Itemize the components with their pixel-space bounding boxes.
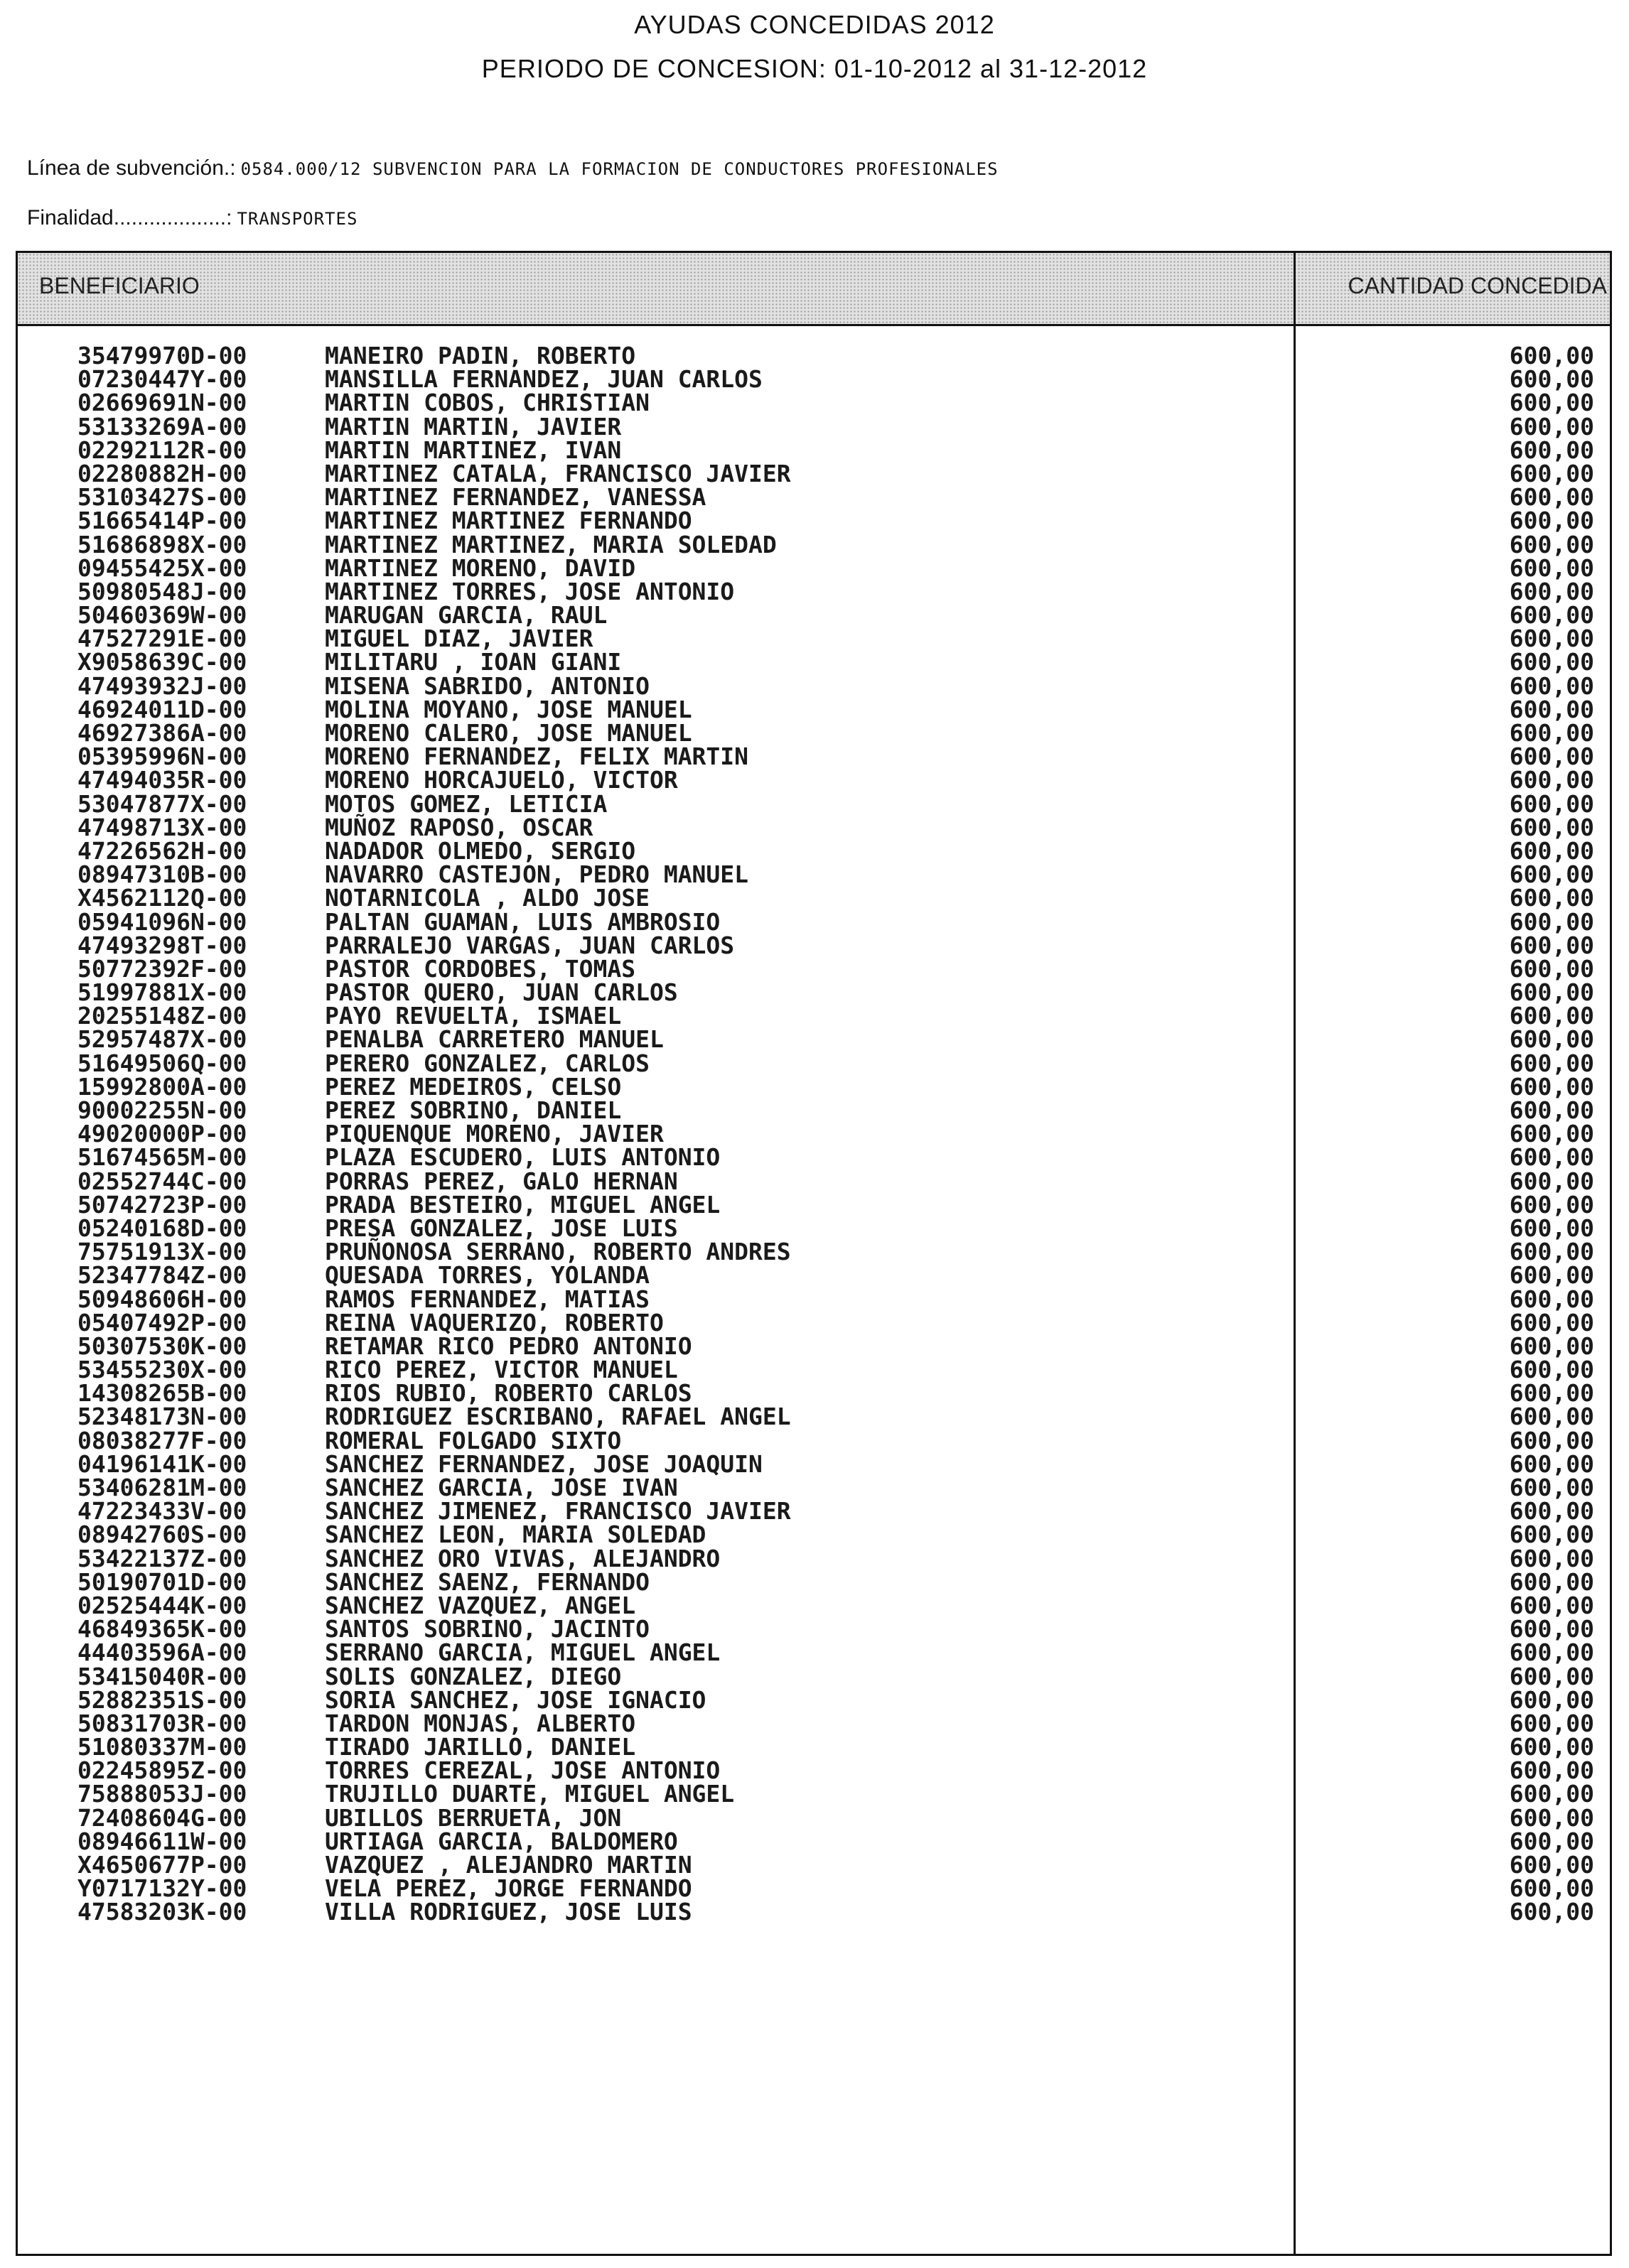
granted-amount: 600,00: [1509, 836, 1594, 865]
beneficiary-name: MARTINEZ TORRES, JOSE ANTONIO: [325, 577, 735, 605]
beneficiary-name: VILLA RODRIGUEZ, JOSE LUIS: [325, 1898, 692, 1926]
beneficiary-id: 14308265B-00: [77, 1379, 247, 1408]
table-row: [18, 907, 1610, 936]
beneficiary-id: 08942760S-00: [77, 1521, 247, 1549]
table-row: [18, 931, 1610, 959]
granted-amount: 600,00: [1509, 507, 1594, 535]
granted-amount: 600,00: [1509, 813, 1594, 841]
beneficiary-name: PARRALEJO VARGAS, JUAN CARLOS: [325, 931, 735, 959]
table-row: [18, 1308, 1610, 1336]
beneficiary-id: 49020000P-00: [77, 1120, 247, 1148]
granted-amount: 600,00: [1509, 978, 1594, 1007]
table-row: [18, 650, 1610, 674]
table-row: [18, 1662, 1610, 1690]
granted-amount: 600,00: [1509, 530, 1594, 558]
granted-amount: 600,00: [1509, 1615, 1594, 1643]
table-row: [18, 1497, 1610, 1526]
beneficiary-name: SANCHEZ ORO VIVAS, ALEJANDRO: [325, 1544, 721, 1572]
table-row: [18, 1356, 1610, 1384]
beneficiary-id: 50948606H-00: [77, 1285, 247, 1313]
granted-amount: 600,00: [1509, 742, 1594, 771]
granted-amount: 600,00: [1509, 1190, 1594, 1219]
granted-amount: 600,00: [1509, 1733, 1594, 1761]
beneficiary-name: SOLIS GONZALEZ, DIEGO: [325, 1662, 622, 1690]
beneficiary-id: 75751913X-00: [77, 1238, 247, 1266]
granted-amount: 600,00: [1509, 1567, 1594, 1596]
table-row: [18, 1449, 1610, 1478]
granted-amount: 600,00: [1509, 907, 1594, 936]
table-row: [18, 1780, 1610, 1808]
table-header: [18, 253, 1610, 326]
beneficiary-name: PEREZ MEDEIROS, CELSO: [325, 1072, 622, 1101]
purpose-label: Finalidad...................:: [27, 206, 232, 230]
table-row: [18, 412, 1610, 441]
beneficiary-name: SANCHEZ FERNANDEZ, JOSE JOAQUIN: [325, 1449, 763, 1478]
beneficiary-id: 09455425X-00: [77, 554, 247, 582]
beneficiary-id: 72408604G-00: [77, 1803, 247, 1832]
beneficiary-name: NOTARNICOLA , ALDO JOSE: [325, 884, 650, 912]
table-row: [18, 577, 1610, 605]
table-row: [18, 1735, 1610, 1759]
table-row: [18, 438, 1610, 462]
beneficiary-id: 05941096N-00: [77, 907, 247, 936]
beneficiary-id: 02280882H-00: [77, 459, 247, 487]
beneficiary-id: Y0717132Y-00: [77, 1874, 247, 1903]
table-row: [18, 1025, 1610, 1054]
beneficiary-name: MARTINEZ CATALA, FRANCISCO JAVIER: [325, 459, 791, 487]
table-row: [18, 1851, 1610, 1879]
beneficiary-name: SANCHEZ LEON, MARIA SOLEDAD: [325, 1521, 706, 1549]
granted-amount: 600,00: [1509, 1002, 1594, 1030]
beneficiary-name: QUESADA TORRES, YOLANDA: [325, 1261, 650, 1290]
beneficiary-id: 50980548J-00: [77, 577, 247, 605]
granted-amount: 600,00: [1509, 789, 1594, 818]
granted-amount: 600,00: [1509, 884, 1594, 912]
beneficiary-name: URTIAGA GARCIA, BALDOMERO: [325, 1827, 678, 1855]
granted-amount: 600,00: [1509, 1072, 1594, 1101]
table-row: [18, 813, 1610, 841]
table-row: [18, 1591, 1610, 1619]
beneficiary-id: 47223433V-00: [77, 1497, 247, 1526]
beneficiary-name: MARTINEZ FERNANDEZ, VANESSA: [325, 483, 706, 512]
granted-amount: 600,00: [1509, 766, 1594, 794]
table-row: [18, 1827, 1610, 1855]
beneficiary-name: VELA PEREZ, JORGE FERNANDO: [325, 1874, 692, 1903]
subsidy-line-value: 0584.000/12 SUBVENCION PARA LA FORMACION DE CONDUCTORES PROFESIONALES: [240, 159, 999, 179]
beneficiary-name: PIQUENQUE MORENO, JAVIER: [325, 1120, 664, 1148]
granted-amount: 600,00: [1509, 389, 1594, 417]
granted-amount: 600,00: [1509, 436, 1594, 464]
beneficiary-id: 53422137Z-00: [77, 1544, 247, 1572]
beneficiary-name: SANCHEZ GARCIA, JOSE IVAN: [325, 1474, 678, 1501]
document-title: AYUDAS CONCEDIDAS 2012: [634, 10, 995, 39]
beneficiary-id: 07230447Y-00: [77, 365, 247, 394]
table-row: [18, 344, 1610, 367]
granted-amount: 600,00: [1509, 412, 1594, 441]
granted-amount: 600,00: [1509, 1025, 1594, 1054]
beneficiary-name: NADADOR OLMEDO, SERGIO: [325, 836, 636, 865]
granted-amount: 600,00: [1509, 954, 1594, 983]
table-row: [18, 1567, 1610, 1596]
beneficiary-name: TRUJILLO DUARTE, MIGUEL ANGEL: [325, 1780, 735, 1808]
table-row: [18, 836, 1610, 865]
beneficiary-id: 51674565M-00: [77, 1143, 247, 1172]
beneficiary-name: NAVARRO CASTEJON, PEDRO MANUEL: [325, 860, 749, 889]
table-row: [18, 1190, 1610, 1219]
beneficiary-id: 02525444K-00: [77, 1591, 247, 1619]
beneficiary-id: 05407492P-00: [77, 1308, 247, 1336]
granted-amount: 600,00: [1509, 625, 1594, 653]
beneficiary-name: MARTINEZ MORENO, DAVID: [325, 554, 636, 582]
beneficiary-name: SANCHEZ JIMENEZ, FRANCISCO JAVIER: [325, 1497, 791, 1526]
beneficiary-name: MIGUEL DIAZ, JAVIER: [325, 625, 593, 653]
granted-amount: 600,00: [1509, 342, 1594, 369]
table-row: [18, 768, 1610, 792]
beneficiary-name: TARDON MONJAS, ALBERTO: [325, 1709, 636, 1737]
beneficiary-id: 46849365K-00: [77, 1615, 247, 1643]
table-row: [18, 530, 1610, 558]
beneficiary-id: 50460369W-00: [77, 601, 247, 630]
granted-amount: 600,00: [1509, 1214, 1594, 1242]
table-row: [18, 1756, 1610, 1785]
beneficiary-name: MUÑOZ RAPOSO, OSCAR: [325, 813, 593, 841]
granted-amount: 600,00: [1509, 1591, 1594, 1619]
beneficiary-name: PASTOR QUERO, JUAN CARLOS: [325, 978, 678, 1007]
beneficiary-name: PERERO GONZALEZ, CARLOS: [325, 1049, 650, 1077]
granted-amount: 600,00: [1509, 1780, 1594, 1808]
beneficiary-id: 08946611W-00: [77, 1827, 247, 1855]
beneficiary-name: TIRADO JARILLO, DANIEL: [325, 1733, 636, 1761]
beneficiary-name: SANTOS SOBRINO, JACINTO: [325, 1615, 650, 1643]
table-row: [18, 625, 1610, 653]
beneficiary-name: SERRANO GARCIA, MIGUEL ANGEL: [325, 1638, 721, 1667]
beneficiary-id: 08947310B-00: [77, 860, 247, 889]
table-row: [18, 1143, 1610, 1172]
granted-amount: 600,00: [1509, 365, 1594, 394]
beneficiary-name: MILITARU , IOAN GIANI: [325, 648, 622, 676]
beneficiary-name: MISENA SABRIDO, ANTONIO: [325, 671, 650, 700]
beneficiary-name: PLAZA ESCUDERO, LUIS ANTONIO: [325, 1143, 721, 1172]
granted-amount: 600,00: [1509, 1474, 1594, 1501]
granted-amount: 600,00: [1509, 577, 1594, 605]
beneficiary-id: 52882351S-00: [77, 1685, 247, 1714]
beneficiary-id: 50742723P-00: [77, 1190, 247, 1219]
table-row: [18, 1709, 1610, 1737]
beneficiary-id: 47498713X-00: [77, 813, 247, 841]
table-row: [18, 1167, 1610, 1195]
beneficiary-id: 53047877X-00: [77, 789, 247, 818]
table-row: [18, 1521, 1610, 1549]
granted-amount: 600,00: [1509, 1049, 1594, 1077]
beneficiary-id: 52348173N-00: [77, 1403, 247, 1431]
beneficiary-id: 02552744C-00: [77, 1167, 247, 1195]
granted-amount: 600,00: [1509, 483, 1594, 512]
beneficiary-name: PRUÑONOSA SERRANO, ROBERTO ANDRES: [325, 1238, 791, 1266]
table-body: [18, 344, 1610, 1924]
beneficiary-id: 04196141K-00: [77, 1449, 247, 1478]
beneficiary-name: MARTIN COBOS, CHRISTIAN: [325, 389, 650, 417]
beneficiary-name: MOLINA MOYANO, JOSE MANUEL: [325, 695, 692, 723]
table-row: [18, 1617, 1610, 1641]
beneficiary-id: 02292112R-00: [77, 436, 247, 464]
granted-amount: 600,00: [1509, 1851, 1594, 1879]
granted-amount: 600,00: [1509, 1544, 1594, 1572]
table-row: [18, 884, 1610, 912]
granted-amount: 600,00: [1509, 860, 1594, 889]
beneficiary-id: 53103427S-00: [77, 483, 247, 512]
subsidy-line: [27, 156, 999, 180]
granted-amount: 600,00: [1509, 1685, 1594, 1714]
beneficiary-id: 47226562H-00: [77, 836, 247, 865]
beneficiary-id: 51665414P-00: [77, 507, 247, 535]
table-row: [18, 459, 1610, 487]
granted-amount: 600,00: [1509, 1356, 1594, 1384]
table-row: [18, 389, 1610, 417]
beneficiary-name: TORRES CEREZAL, JOSE ANTONIO: [325, 1756, 721, 1785]
granted-amount: 600,00: [1509, 648, 1594, 676]
granted-amount: 600,00: [1509, 1332, 1594, 1360]
granted-amount: 600,00: [1509, 1261, 1594, 1290]
table-row: [18, 1476, 1610, 1499]
granted-amount: 600,00: [1509, 1403, 1594, 1431]
table-row: [18, 789, 1610, 818]
column-header-amount: CANTIDAD CONCEDIDA: [1348, 273, 1607, 298]
granted-amount: 600,00: [1509, 554, 1594, 582]
beneficiary-id: 51080337M-00: [77, 1733, 247, 1761]
granted-amount: 600,00: [1509, 1285, 1594, 1313]
table-row: [18, 1334, 1610, 1358]
purpose-value: TRANSPORTES: [237, 209, 358, 229]
table-row: [18, 365, 1610, 394]
beneficiary-id: 15992800A-00: [77, 1072, 247, 1101]
beneficiary-id: 53455230X-00: [77, 1356, 247, 1384]
table-row: [18, 1098, 1610, 1122]
beneficiary-name: MORENO HORCAJUELO, VICTOR: [325, 766, 678, 794]
table-row: [18, 483, 1610, 512]
beneficiary-id: 50772392F-00: [77, 954, 247, 983]
table-row: [18, 1874, 1610, 1903]
beneficiary-name: RICO PEREZ, VICTOR MANUEL: [325, 1356, 678, 1384]
table-row: [18, 1638, 1610, 1667]
table-row: [18, 695, 1610, 723]
beneficiary-name: PORRAS PEREZ, GALO HERNAN: [325, 1167, 678, 1195]
beneficiary-id: 50307530K-00: [77, 1332, 247, 1360]
granted-amount: 600,00: [1509, 1898, 1594, 1926]
granted-amount: 600,00: [1509, 1449, 1594, 1478]
table-row: [18, 1216, 1610, 1240]
table-row: [18, 978, 1610, 1007]
granted-amount: 600,00: [1509, 719, 1594, 747]
beneficiary-id: 51649506Q-00: [77, 1049, 247, 1077]
table-row: [18, 954, 1610, 983]
beneficiary-id: 53415040R-00: [77, 1662, 247, 1690]
beneficiary-id: 08038277F-00: [77, 1426, 247, 1454]
table-row: [18, 671, 1610, 700]
beneficiary-id: 47583203K-00: [77, 1898, 247, 1926]
table-row: [18, 1002, 1610, 1030]
beneficiary-id: 47493932J-00: [77, 671, 247, 700]
beneficiary-name: RAMOS FERNANDEZ, MATIAS: [325, 1285, 650, 1313]
beneficiary-id: 05395996N-00: [77, 742, 247, 771]
beneficiary-name: MARTIN MARTIN, JAVIER: [325, 412, 622, 441]
beneficiary-name: SANCHEZ VAZQUEZ, ANGEL: [325, 1591, 636, 1619]
beneficiary-name: SORIA SANCHEZ, JOSE IGNACIO: [325, 1685, 706, 1714]
beneficiary-id: 90002255N-00: [77, 1096, 247, 1124]
table-row: [18, 721, 1610, 745]
table-row: [18, 1403, 1610, 1431]
column-header-beneficiary: BENEFICIARIO: [39, 273, 200, 298]
beneficiary-name: RETAMAR RICO PEDRO ANTONIO: [325, 1332, 692, 1360]
granted-amount: 600,00: [1509, 1120, 1594, 1148]
table-row: [18, 1379, 1610, 1408]
beneficiary-name: RIOS RUBIO, ROBERTO CARLOS: [325, 1379, 692, 1408]
granted-amount: 600,00: [1509, 1874, 1594, 1903]
granted-amount: 600,00: [1509, 1497, 1594, 1526]
beneficiary-name: PRADA BESTEIRO, MIGUEL ANGEL: [325, 1190, 721, 1219]
table-row: [18, 1072, 1610, 1101]
beneficiary-name: MOTOS GOMEZ, LETICIA: [325, 789, 608, 818]
beneficiary-id: 20255148Z-00: [77, 1002, 247, 1030]
beneficiary-name: MARTINEZ MARTINEZ, MARIA SOLEDAD: [325, 530, 777, 558]
beneficiary-name: VAZQUEZ , ALEJANDRO MARTIN: [325, 1851, 692, 1879]
granted-amount: 600,00: [1509, 1143, 1594, 1172]
beneficiary-id: 35479970D-00: [77, 342, 247, 369]
beneficiary-name: MORENO CALERO, JOSE MANUEL: [325, 719, 692, 747]
table-row: [18, 742, 1610, 771]
beneficiary-name: PENALBA CARRETERO MANUEL: [325, 1025, 664, 1054]
beneficiary-id: 51686898X-00: [77, 530, 247, 558]
beneficiary-id: 46927386A-00: [77, 719, 247, 747]
beneficiary-id: 46924011D-00: [77, 695, 247, 723]
table-row: [18, 1120, 1610, 1148]
concession-period: PERIODO DE CONCESION: 01-10-2012 al 31-12-2012: [481, 54, 1148, 83]
beneficiary-name: REINA VAQUERIZO, ROBERTO: [325, 1308, 664, 1336]
granted-amount: 600,00: [1509, 931, 1594, 959]
table-row: [18, 860, 1610, 889]
granted-amount: 600,00: [1509, 1803, 1594, 1832]
table-row: [18, 1898, 1610, 1926]
granted-amount: 600,00: [1509, 601, 1594, 630]
beneficiary-id: 47494035R-00: [77, 766, 247, 794]
granted-amount: 600,00: [1509, 1167, 1594, 1195]
granted-amount: 600,00: [1509, 671, 1594, 700]
beneficiary-id: X4562112Q-00: [77, 884, 247, 912]
beneficiary-id: 53133269A-00: [77, 412, 247, 441]
beneficiary-name: PAYO REVUELTA, ISMAEL: [325, 1002, 622, 1030]
granted-amount: 600,00: [1509, 1308, 1594, 1336]
beneficiary-id: 02669691N-00: [77, 389, 247, 417]
granted-amount: 600,00: [1509, 1638, 1594, 1667]
beneficiary-id: 52957487X-00: [77, 1025, 247, 1054]
granted-amount: 600,00: [1509, 1756, 1594, 1785]
granted-amount: 600,00: [1509, 1096, 1594, 1124]
table-row: [18, 1049, 1610, 1077]
beneficiary-name: MARTIN MARTINEZ, IVAN: [325, 436, 622, 464]
granted-amount: 600,00: [1509, 1426, 1594, 1454]
beneficiary-id: 53406281M-00: [77, 1474, 247, 1501]
beneficiary-name: UBILLOS BERRUETA, JON: [325, 1803, 622, 1832]
beneficiary-id: 52347784Z-00: [77, 1261, 247, 1290]
beneficiary-name: PASTOR CORDOBES, TOMAS: [325, 954, 636, 983]
beneficiary-name: MARUGAN GARCIA, RAUL: [325, 601, 608, 630]
granted-amount: 600,00: [1509, 1521, 1594, 1549]
table-row: [18, 1685, 1610, 1714]
beneficiary-name: PRESA GONZALEZ, JOSE LUIS: [325, 1214, 678, 1242]
granted-amount: 600,00: [1509, 1709, 1594, 1737]
granted-amount: 600,00: [1509, 1662, 1594, 1690]
beneficiary-id: X9058639C-00: [77, 648, 247, 676]
beneficiary-id: 50190701D-00: [77, 1567, 247, 1596]
beneficiary-name: PALTAN GUAMAN, LUIS AMBROSIO: [325, 907, 721, 936]
beneficiary-name: PEREZ SOBRINO, DANIEL: [325, 1096, 622, 1124]
table-row: [18, 1287, 1610, 1311]
granted-amount: 600,00: [1509, 1238, 1594, 1266]
granted-amount: 600,00: [1509, 1379, 1594, 1408]
beneficiary-name: MANEIRO PADIN, ROBERTO: [325, 342, 636, 369]
beneficiary-id: 75888053J-00: [77, 1780, 247, 1808]
table-row: [18, 1426, 1610, 1454]
subsidy-line-label: Línea de subvención.:: [27, 156, 236, 180]
beneficiary-name: MANSILLA FERNANDEZ, JUAN CARLOS: [325, 365, 763, 394]
beneficiary-id: 47527291E-00: [77, 625, 247, 653]
beneficiary-id: 51997881X-00: [77, 978, 247, 1007]
table-row: [18, 1261, 1610, 1290]
table-row: [18, 556, 1610, 580]
beneficiary-name: ROMERAL FOLGADO SIXTO: [325, 1426, 622, 1454]
beneficiary-id: 44403596A-00: [77, 1638, 247, 1667]
beneficiary-name: SANCHEZ SAENZ, FERNANDO: [325, 1567, 650, 1596]
table-row: [18, 1238, 1610, 1266]
beneficiaries-table: [16, 251, 1612, 2256]
beneficiary-id: 47493298T-00: [77, 931, 247, 959]
beneficiary-id: 05240168D-00: [77, 1214, 247, 1242]
beneficiary-id: X4650677P-00: [77, 1851, 247, 1879]
purpose: [27, 206, 357, 230]
beneficiary-name: MARTINEZ MARTINEZ FERNANDO: [325, 507, 692, 535]
granted-amount: 600,00: [1509, 1827, 1594, 1855]
granted-amount: 600,00: [1509, 695, 1594, 723]
beneficiary-name: RODRIGUEZ ESCRIBANO, RAFAEL ANGEL: [325, 1403, 791, 1431]
table-row: [18, 1544, 1610, 1572]
beneficiary-id: 02245895Z-00: [77, 1756, 247, 1785]
beneficiary-name: MORENO FERNANDEZ, FELIX MARTIN: [325, 742, 749, 771]
table-row: [18, 601, 1610, 630]
table-row: [18, 507, 1610, 535]
table-row: [18, 1803, 1610, 1832]
beneficiary-id: 50831703R-00: [77, 1709, 247, 1737]
granted-amount: 600,00: [1509, 459, 1594, 487]
